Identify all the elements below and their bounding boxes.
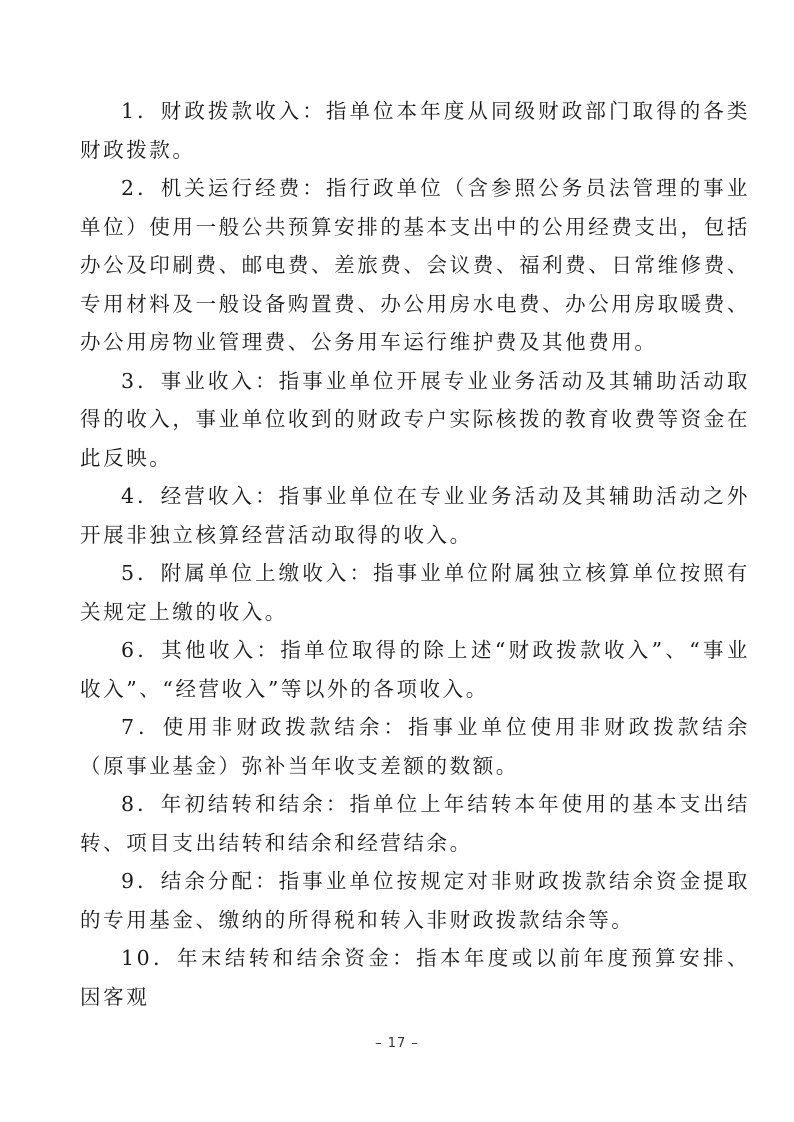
paragraph-item-9: 9．结余分配：指事业单位按规定对非财政拨款结余资金提取的专用基金、缴纳的所得税和转入非财政拨款结余等。 [80, 869, 750, 932]
paragraph-item-1: 1．财政拨款收入：指单位本年度从同级财政部门取得的各类财政拨款。 [80, 99, 750, 162]
paragraph-item-8: 8．年初结转和结余：指单位上年结转本年使用的基本支出结转、项目支出结转和结余和经营结余。 [80, 792, 750, 855]
paragraph-item-10: 10．年末结转和结余资金：指本年度或以前年度预算安排、因客观 [80, 946, 750, 1009]
page-number: – 17 – [375, 1036, 419, 1051]
paragraph-item-3: 3．事业收入：指事业单位开展专业业务活动及其辅助活动取得的收入，事业单位收到的财政专户实际核拨的教育收费等资金在此反映。 [80, 368, 750, 470]
paragraph-item-7: 7．使用非财政拨款结余：指事业单位使用非财政拨款结余（原事业基金）弥补当年收支差额的数额。 [80, 715, 750, 778]
document-body [80, 92, 750, 1016]
paragraph-item-5: 5．附属单位上缴收入：指事业单位附属独立核算单位按照有关规定上缴的收入。 [80, 561, 750, 624]
paragraph-item-6: 6．其他收入：指单位取得的除上述“财政拨款收入”、“事业收入”、“经营收入”等以外的各项收入。 [80, 638, 750, 701]
paragraph-item-4: 4．经营收入：指事业单位在专业业务活动及其辅助活动之外开展非独立核算经营活动取得的收入。 [80, 484, 750, 547]
paragraph-item-2: 2．机关运行经费：指行政单位（含参照公务员法管理的事业单位）使用一般公共预算安排的基本支出中的公用经费支出，包括办公及印刷费、邮电费、差旅费、会议费、福利费、日常维修费、专用材料及一般设备购置费、办公用房水电费、办公用房取暖费、办公用房物业管理费、公务用车运行维护费及其他费用。 [80, 176, 750, 354]
